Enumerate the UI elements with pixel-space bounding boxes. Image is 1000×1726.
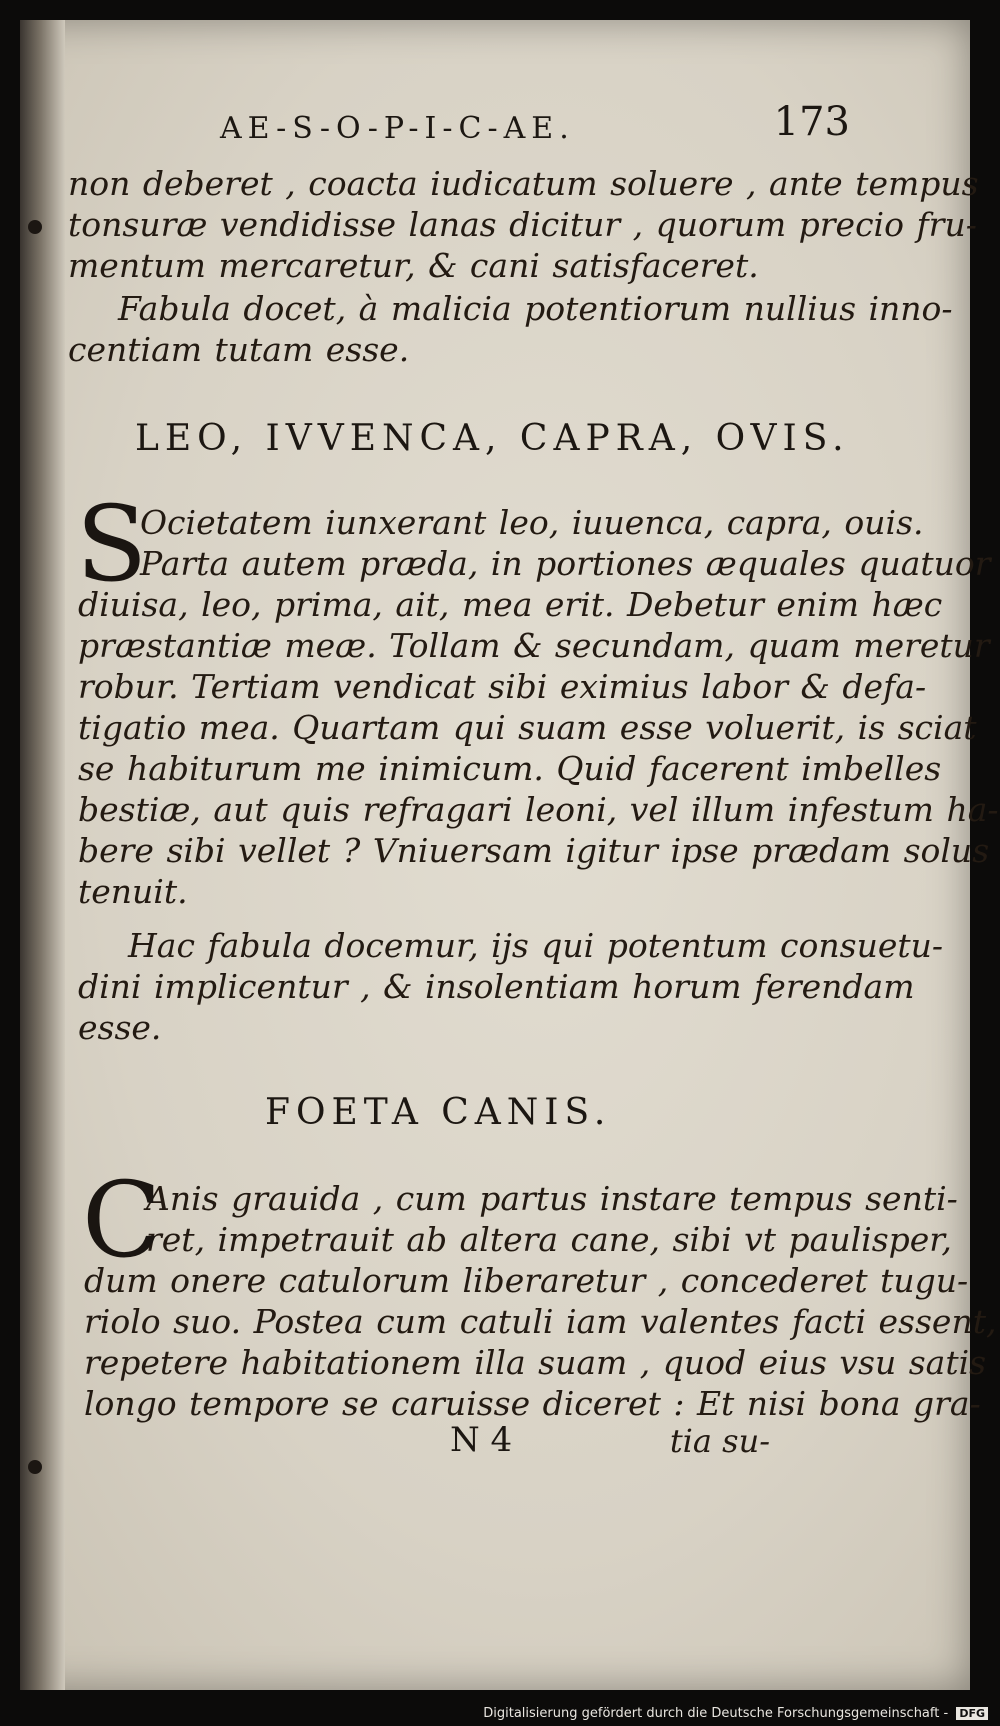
page-number: 173 [773,99,850,145]
page-gutter [20,20,65,1690]
text-line: tenuit. [78,872,188,911]
text-line: robur. Tertiam vendicat sibi eximius labor & defa- [78,667,927,706]
fable-body [82,1159,997,1424]
binding-hole [28,1460,42,1474]
text-line: præstantiæ meæ. Tollam & secundam, quam meretur [78,626,990,665]
binding-hole [28,220,42,234]
book-page [20,20,999,1690]
moral-line: esse. [78,1008,162,1047]
moral-line: dini implicentur , & insolentiam horum ferendam [78,967,915,1006]
text-line: ret, impetrauit ab altera cane, sibi vt paulisper, [146,1220,952,1259]
fable-heading: LEO, IVVENCA, CAPRA, OVIS. [135,418,850,459]
catchword: tia su- [669,1422,770,1460]
text-line: Anis grauida , cum partus instare tempus senti- [146,1179,958,1218]
continuation-moral [68,288,953,370]
drop-cap: C [82,1159,162,1281]
moral-line: centiam tutam esse. [68,330,410,369]
text-line: bestiæ, aut quis refragari leoni, vel illum infestum ha- [78,790,999,829]
drop-cap: S [76,483,148,605]
text-line: bere sibi vellet ? Vniuersam igitur ipse prædam solus [78,831,990,870]
signature-mark: N 4 [450,1420,513,1460]
text-line: Ocietatem iunxerant leo, iuuenca, capra, ouis. [140,503,924,542]
page-footer [450,1420,770,1470]
moral-line: Fabula docet, à malicia potentiorum nullius inno- [118,289,953,328]
page-content [60,20,999,1690]
text-line: dum onere catulorum liberaretur , concederet tugu- [84,1261,969,1300]
text-line: repetere habitationem illa suam , quod eius vsu satis [84,1343,987,1382]
text-line: non deberet , coacta iudicatum soluere , ante tempus [68,164,979,203]
fable-heading: FOETA CANIS. [265,1092,612,1133]
continuation-text [68,163,979,286]
text-line: longo tempore se caruisse diceret : Et nisi bona gra- [84,1384,981,1423]
text-line: se habiturum me inimicum. Quid facerent imbelles [78,749,942,788]
text-line: mentum mercaretur, & cani satisfaceret. [68,246,759,285]
text-line: diuisa, leo, prima, ait, mea erit. Debetur enim hæc [78,585,943,624]
fable-body [76,483,999,912]
text-line: Parta autem præda, in portiones æquales quatuor [140,544,991,583]
text-line: tigatio mea. Quartam qui suam esse voluerit, is sciat [78,708,977,747]
text-line: riolo suo. Postea cum catuli iam valentes facti essent, [84,1302,997,1341]
running-head [220,95,850,155]
running-title: AE-S-O-P-I-C-AE. [220,111,575,146]
credit-text: Digitalisierung gefördert durch die Deutsche Forschungsgemeinschaft - [483,1706,949,1721]
moral-line: Hac fabula docemur, ijs qui potentum consuetu- [128,926,944,965]
fable-moral [78,925,943,1048]
dfg-logo: DFG [956,1707,988,1720]
digitization-credit [483,1706,988,1721]
text-line: tonsuræ vendidisse lanas dicitur , quorum precio fru- [68,205,977,244]
